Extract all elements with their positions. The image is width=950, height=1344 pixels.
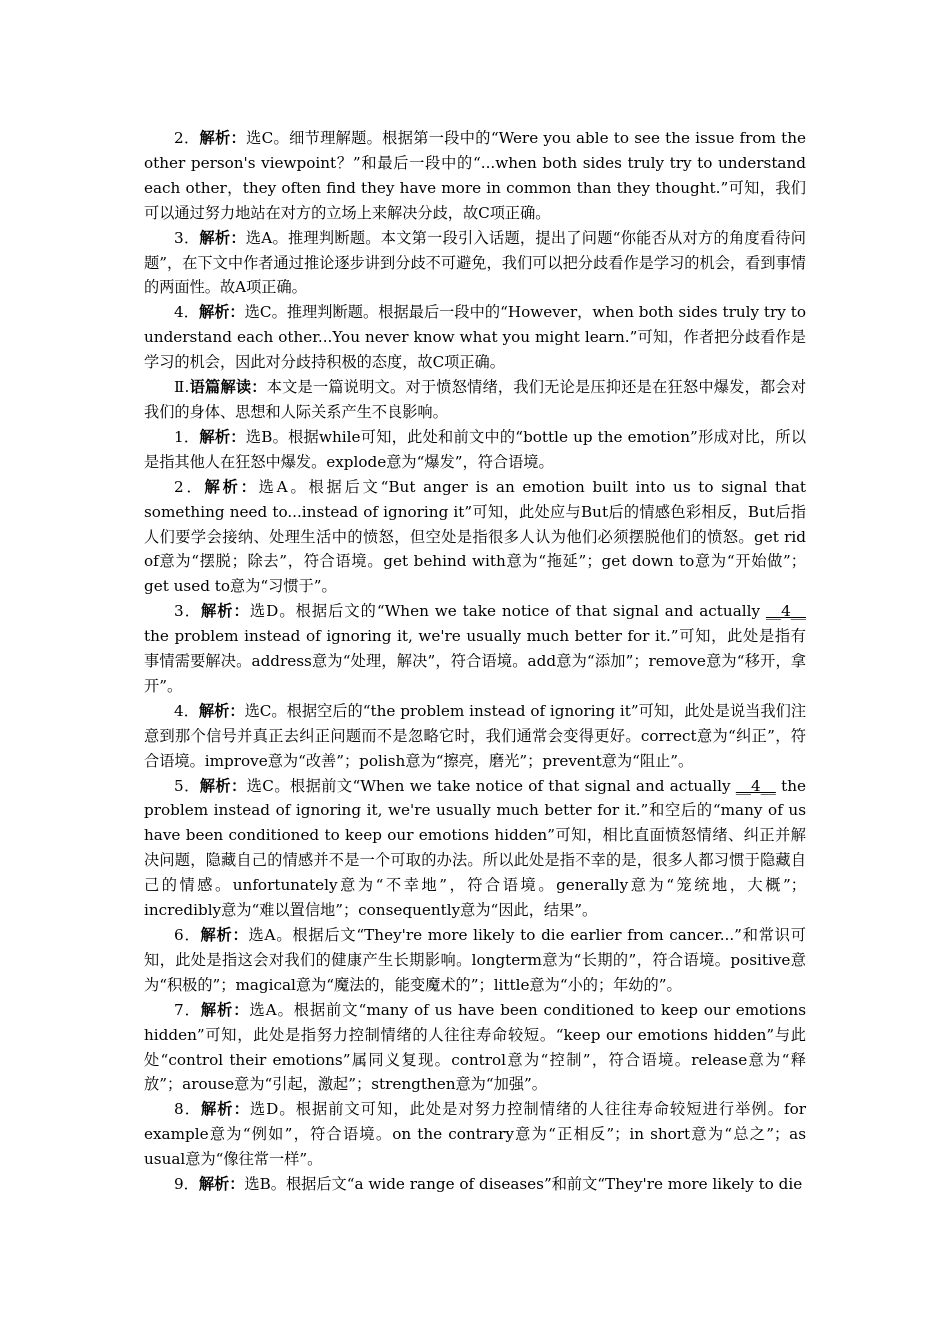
paragraph: 4．解析：选C。推理判断题。根据最后一段中的“However，when both sides truly try to understand each other...You never know what you might learn.”可知，作者把分歧看作是学习的机会，因此对分歧持积极的态度，故C项正确。 xyxy=(144,303,806,372)
paragraph: 7．解析：选A。根据前文“many of us have been conditioned to keep our emotions hidden”可知，此处是指努力控制情绪的人往往寿命较短。“keep our emotions hidden”与此处“control their emotions”属同义复现。control意为“控制”，符合语境。release意为“释放”；arouse意为“引起，激起”；strengthen意为“加强”。 xyxy=(144,1000,806,1094)
blank-underline: __4__ xyxy=(735,776,776,795)
section-summary: Ⅱ.语篇解读：本文是一篇说明文。对于愤怒情绪，我们无论是压抑还是在狂怒中爆发，都会对我们的身体、思想和人际关系产生不良影响。 xyxy=(144,378,807,421)
paragraph: 3．解析：选A。推理判断题。本文第一段引入话题，提出了问题“你能否从对方的角度看待问题”，在下文中作者通过推论逐步讲到分歧不可避免，我们可以把分歧看作是学习的机会，看到事情的两面性。故A项正确。 xyxy=(144,228,806,297)
paragraph: 2．解析：选C。细节理解题。根据第一段中的“Were you able to see the issue from the other person's viewpoint？”和最后一段中的“...when both sides truly try to understand each other，they often find they have more in common than they thought.”可知，我们可以通过努力地站在对方的立场上来解决分歧，故C项正确。 xyxy=(144,129,806,222)
paragraph: 5．解析：选C。根据前文“When we take notice of that signal and actually __4__ the problem instead of ignoring it, we're usually much better for it.”和空后的“many of us have been conditioned to keep our emotions hidden”可知，相比直面愤怒情绪、纠正并解决问题，隐藏自己的情感并不是一个可取的办法。所以此处是指不幸的是，很多人都习惯于隐藏自己的情感。unfortunately意为“不幸地”，符合语境。generally意为“笼统地，大概”；incredibly意为“难以置信地”；consequently意为“因此，结果”。 xyxy=(144,776,807,920)
paragraph: 9．解析：选B。根据后文“a wide range of diseases”和前文“They're more likely to die xyxy=(174,1175,803,1194)
answer-explanations xyxy=(144,126,806,1197)
paragraph: 2．解析：选A。根据后文“But anger is an emotion built into us to signal that something need to...instead of ignoring it”可知，此处应与But后的情感色彩相反，But后指人们要学会接纳、处理生活中的愤怒，但空处是指很多人认为他们必须摆脱他们的愤怒。get rid of意为“摆脱；除去”，符合语境。get behind with意为“拖延”；get down to意为“开始做”；get used to意为“习惯于”。 xyxy=(144,477,807,596)
paragraph: 8．解析：选D。根据前文可知，此处是对努力控制情绪的人往往寿命较短进行举例。for example意为“例如”，符合语境。on the contrary意为“正相反”；in short意为“总之”；as usual意为“像往常一样”。 xyxy=(144,1100,807,1169)
blank-underline: __4__ xyxy=(765,602,806,621)
paragraph: 1．解析：选B。根据while可知，此处和前文中的“bottle up the emotion”形成对比，所以是指其他人在狂怒中爆发。explode意为“爆发”，符合语境。 xyxy=(144,427,807,471)
paragraph: 6．解析：选A。根据后文“They're more likely to die earlier from cancer...”和常识可知，此处是指这会对我们的健康产生长期影响。longterm意为“长期的”，符合语境。positive意为“积极的”；magical意为“魔法的，能变魔术的”；little意为“小的；年幼的”。 xyxy=(144,926,806,994)
paragraph: 4．解析：选C。根据空后的“the problem instead of ignoring it”可知，此处是说当我们注意到那个信号并真正去纠正问题而不是忽略它时，我们通常会变得更好。correct意为“纠正”，符合语境。improve意为“改善”；polish意为“擦亮，磨光”；prevent意为“阻止”。 xyxy=(144,701,807,770)
paragraph: 3．解析：选D。根据后文的“When we take notice of that signal and actually __4__ the problem instead of ignoring it, we're usually much better for it.”可知，此处是指有事情需要解决。address意为“处理，解决”，符合语境。add意为“添加”；remove意为“移开，拿开”。 xyxy=(144,602,806,695)
